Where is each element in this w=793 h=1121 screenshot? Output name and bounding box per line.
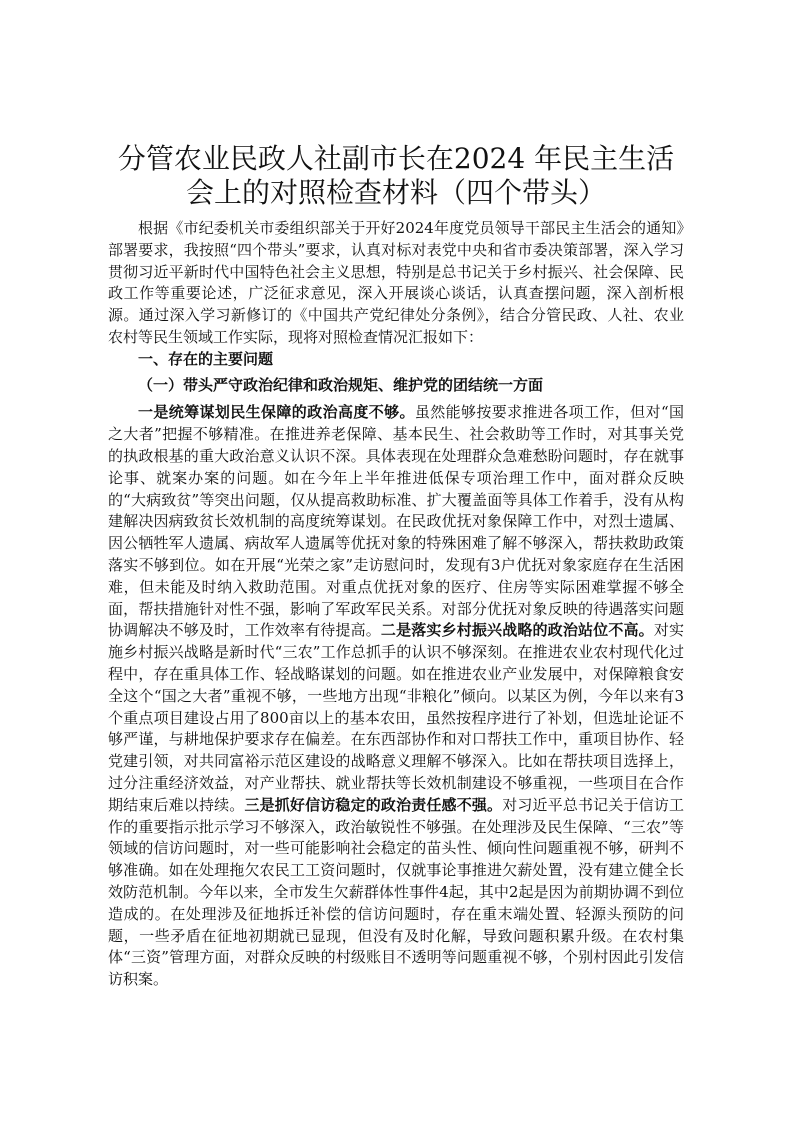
title-line-2: 会上的对照检查材料（四个带头） — [185, 176, 606, 209]
point-3-lead: 三是抓好信访稳定的政治责任感不强。 — [244, 795, 503, 814]
section-heading-1: 一、存在的主要问题 — [138, 349, 274, 368]
intro-paragraph: 根据《市纪委机关市委组织部关于开好2024年度党员领导干部民主生活会的通知》部署要求，我按照“四个带头”要求，认真对标对表党中央和省市委决策部署，深入学习贯彻习近平新时代中国特色社会主义思想，特别是总书记关于乡村振兴、社会保障、民政工作等重要论述，广泛征求意见，深入开展谈心谈话，认真查摆问题，深入剖析根源。通过深入学习新修订的《中国共产党纪律处分条例》，结合分管民政、人社、农业农村等民生领域工作实际，现将对照检查情况汇报如下： — [108, 219, 684, 346]
point-2-text: 对实施乡村振兴战略是新时代“三农”工作总抓手的认识不够深刻。在推进农业农村现代化过程中，存在重具体工作、轻战略谋划的问题。如在推进农业产业发展中，对保障粮食安全这个“国之大者”重视不够，一些地方出现“非粮化”倾向。以某区为例，今年以来有3个重点项目建设占用了800亩以上的基本农田，虽然按程序进行了补划，但选址论证不够严谨，与耕地保护要求存在偏差。在东西部协作和对口帮扶工作中，重项目协作、轻党建引领，对共同富裕示范区建设的战略意义理解不够深入。比如在帮扶项目选择上，过分注重经济效益，对产业帮扶、就业帮扶等长效机制建设不够重视，一些项目在合作期结束后难以持续。 — [108, 621, 684, 814]
document-body — [108, 218, 684, 991]
point-3-text: 对习近平总书记关于信访工作的重要指示批示学习不够深入，政治敏锐性不够强。在处理涉及民生保障、“三农”等领域的信访问题时，对一些可能影响社会稳定的苗头性、倾向性问题重视不够，研判不够准确。如在处理拖欠农民工工资问题时，仅就事论事推进欠薪处置，没有建立健全长效防范机制。今年以来，全市发生欠薪群体性事件4起，其中2起是因为前期协调不到位造成的。在处理涉及征地拆迁补偿的信访问题时，存在重末端处置、轻源头预防的问题，一些矛盾在征地初期就已显现，但没有及时化解，导致问题积累升级。在农村集体“三资”管理方面，对群众反映的村级账目不透明等问题重视不够，个别村因此引发信访积案。 — [108, 795, 684, 989]
problems-paragraph — [108, 402, 684, 991]
point-1-text: 虽然能够按要求推进各项工作，但对“国之大者”把握不够精准。在推进养老保障、基本民生、社会救助等工作时，对其事关党的执政根基的重大政治意义认识不深。具体表现在处理群众急难愁盼问题时，存在就事论事、就案办案的问题。如在今年上半年推进低保专项治理工作中，面对群众反映的“大病致贫”等突出问题，仅从提高救助标准、扩大覆盖面等具体工作着手，没有从构建解决因病致贫长效机制的高度统筹谋划。在民政优抚对象保障工作中，对烈士遗属、因公牺牲军人遗属、病故军人遗属等优抚对象的特殊困难了解不够深入，帮扶救助政策落实不够到位。如在开展“光荣之家”走访慰问时，发现有3户优抚对象家庭存在生活困难，但未能及时纳入救助范围。对重点优抚对象的医疗、住房等实际困难掌握不够全面，帮扶措施针对性不强，影响了军政军民关系。对部分优抚对象反映的待遇落实问题协调解决不够及时，工作效率有待提高。 — [108, 403, 684, 640]
title-line-1: 分管农业民政人社副市长在2024 年民主生活 — [117, 142, 675, 175]
subsection-heading-1: （一）带头严守政治纪律和政治规矩、维护党的团结统一方面 — [138, 375, 544, 394]
document-title — [96, 142, 696, 210]
point-1-lead: 一是统筹谋划民生保障的政治高度不够。 — [138, 403, 415, 422]
point-2-lead: 二是落实乡村振兴战略的政治站位不高。 — [380, 621, 654, 640]
